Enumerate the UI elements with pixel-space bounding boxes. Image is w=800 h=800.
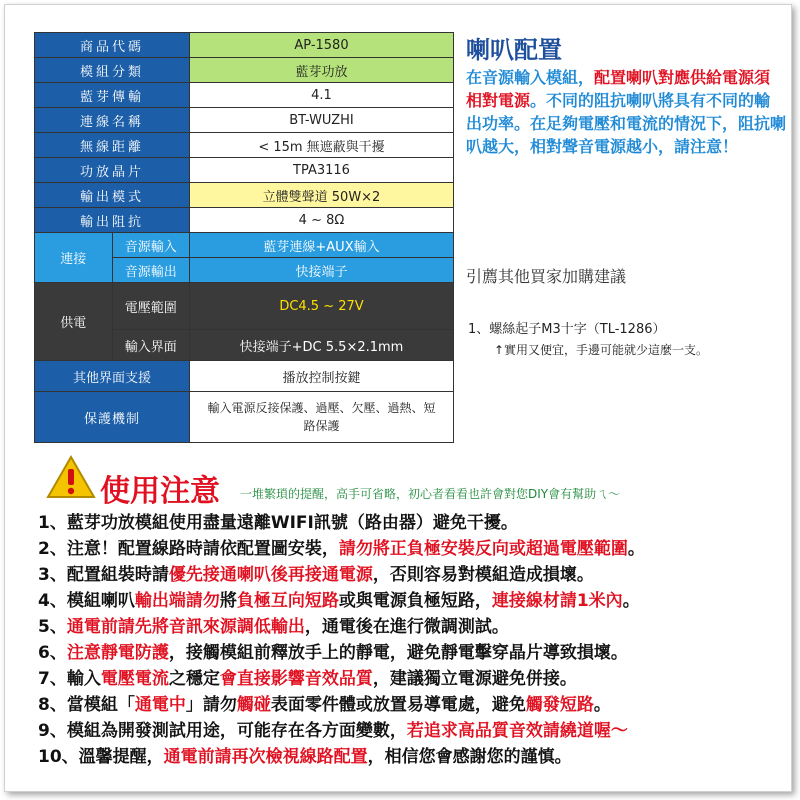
note-highlight: 注意靜電防護 bbox=[66, 643, 169, 663]
note-highlight: 負極互向短路 bbox=[236, 591, 339, 611]
module-type-label: 模組分類 bbox=[35, 58, 190, 83]
note-text: 2、注意！配置線路時請依配置圖安裝， bbox=[38, 539, 339, 559]
spec-table bbox=[34, 32, 454, 443]
note-highlight: 通電中 bbox=[134, 695, 186, 715]
speaker-text-1: 在音源輸入模組， bbox=[466, 68, 595, 87]
note-highlight: 觸發短路 bbox=[525, 695, 594, 715]
impedance-label: 輸出阻抗 bbox=[35, 208, 190, 233]
note-text: 1、藍芽功放模組使用盡量遠離WIFI訊號（路由器）避免干擾。 bbox=[38, 513, 518, 533]
note-text: 10、溫馨提醒， bbox=[38, 747, 164, 767]
protect-label: 保護機制 bbox=[35, 392, 190, 443]
note-highlight: 通電前請先將音訊來源調低輸出 bbox=[66, 617, 305, 637]
other-interface-label: 其他界面支援 bbox=[35, 361, 190, 392]
speaker-description bbox=[466, 66, 786, 158]
bt-name-label: 連線名稱 bbox=[35, 108, 190, 133]
note-text: ，建議獨立電源避免併接。 bbox=[372, 669, 577, 689]
caution-title: 使用注意 bbox=[100, 474, 220, 509]
note-highlight: 電壓電流 bbox=[100, 669, 169, 689]
audio-in-value: 藍芽連線+AUX輸入 bbox=[190, 233, 454, 258]
other-interface-value: 播放控制按鍵 bbox=[190, 361, 454, 392]
audio-out-value: 快接端子 bbox=[190, 258, 454, 283]
caution-subtitle: 一堆繁瑣的提醒，高手可省略，初心者看看也許會對您DIY會有幫助ㄟ～ bbox=[240, 487, 621, 501]
note-text: 將 bbox=[219, 591, 237, 611]
table-row bbox=[35, 133, 454, 158]
note-text: 。 bbox=[593, 695, 611, 715]
note-text: 。 bbox=[622, 591, 640, 611]
bt-version-label: 藍芽傳輸 bbox=[35, 83, 190, 108]
note-item bbox=[38, 588, 790, 614]
speaker-text-3: 。不同的阻抗喇叭將具有不同的輸出功率。在足夠電壓和電流的情況下，阻抗喇叭越大，相對聲音電源越小，請注意！ bbox=[466, 91, 787, 156]
note-text: 8、當模組「 bbox=[38, 695, 135, 715]
note-text: 。 bbox=[627, 539, 645, 559]
note-highlight: 通電前請再次檢視線路配置 bbox=[163, 747, 368, 767]
output-mode-value: 立體雙聲道 50W×2 bbox=[190, 183, 454, 208]
note-item bbox=[38, 692, 790, 718]
recommend-title: 引薦其他買家加購建議 bbox=[466, 267, 627, 286]
bt-version-value: 4.1 bbox=[190, 83, 454, 108]
note-item bbox=[38, 614, 790, 640]
table-row bbox=[35, 108, 454, 133]
table-row bbox=[35, 208, 454, 233]
note-item bbox=[38, 744, 790, 770]
recommend-item: 1、螺絲起子M3十字（TL-1286） bbox=[468, 322, 666, 337]
product-code-value: AP-1580 bbox=[190, 33, 454, 58]
note-highlight: 優先接通喇叭後再接通電源 bbox=[168, 565, 373, 585]
note-item bbox=[38, 562, 790, 588]
note-text: 或與電源負極短路， bbox=[338, 591, 492, 611]
note-text: 表面零件體或放置易導電處，避免 bbox=[270, 695, 526, 715]
note-highlight: 若追求高品質音效請繞道喔～ bbox=[406, 721, 628, 741]
note-text: 9、模組為開發測試用途，可能存在各方面變數， bbox=[38, 721, 407, 741]
power-label: 供電 bbox=[35, 283, 113, 361]
range-value: < 15m 無遮蔽與干擾 bbox=[190, 133, 454, 158]
note-text: 7、輸入 bbox=[38, 669, 101, 689]
note-highlight: 連接線材請1米內 bbox=[491, 591, 623, 611]
note-highlight: 請勿將正負極安裝反向或超過電壓範圍 bbox=[338, 539, 628, 559]
chip-label: 功放晶片 bbox=[35, 158, 190, 183]
table-row bbox=[35, 361, 454, 392]
table-row bbox=[35, 392, 454, 443]
recommend-item-note: ↑實用又便宜，手邊可能就少這麼一支。 bbox=[494, 343, 709, 357]
table-row bbox=[35, 283, 454, 330]
voltage-label: 電壓範圍 bbox=[112, 283, 190, 330]
audio-in-label: 音源輸入 bbox=[112, 233, 190, 258]
module-type-value: 藍芽功放 bbox=[190, 58, 454, 83]
connect-label: 連接 bbox=[35, 233, 113, 283]
note-text: 」請勿 bbox=[185, 695, 237, 715]
table-row bbox=[35, 33, 454, 58]
note-text: 6、 bbox=[38, 643, 67, 663]
note-text: ，通電後在進行微調測試。 bbox=[304, 617, 509, 637]
output-mode-label: 輸出模式 bbox=[35, 183, 190, 208]
note-text: ，相信您會感謝您的謹慎。 bbox=[367, 747, 572, 767]
note-text: ，否則容易對模組造成損壞。 bbox=[372, 565, 594, 585]
impedance-value: 4 ~ 8Ω bbox=[190, 208, 454, 233]
note-text: ，接觸模組前釋放手上的靜電，避免靜電擊穿晶片導致損壞。 bbox=[168, 643, 628, 663]
input-interface-label: 輸入界面 bbox=[112, 330, 190, 361]
note-item bbox=[38, 640, 790, 666]
table-row bbox=[35, 233, 454, 258]
note-item bbox=[38, 718, 790, 744]
speaker-text-2: 配置喇叭對應供給電源須相對電源 bbox=[466, 68, 771, 110]
note-text: 3、配置組裝時請 bbox=[38, 565, 169, 585]
chip-value: TPA3116 bbox=[190, 158, 454, 183]
range-label: 無線距離 bbox=[35, 133, 190, 158]
table-row bbox=[35, 183, 454, 208]
table-row bbox=[35, 83, 454, 108]
note-item bbox=[38, 536, 790, 562]
product-code-label: 商品代碼 bbox=[35, 33, 190, 58]
note-item bbox=[38, 666, 790, 692]
note-text: 4、模組喇叭 bbox=[38, 591, 135, 611]
note-item bbox=[38, 510, 790, 536]
note-highlight: 觸碰 bbox=[236, 695, 271, 715]
table-row bbox=[35, 58, 454, 83]
note-text: 5、 bbox=[38, 617, 67, 637]
table-row bbox=[35, 158, 454, 183]
audio-out-label: 音源輸出 bbox=[112, 258, 190, 283]
input-interface-value: 快接端子+DC 5.5×2.1mm bbox=[190, 330, 454, 361]
speaker-title: 喇叭配置 bbox=[466, 36, 562, 64]
note-highlight: 輸出端請勿 bbox=[134, 591, 220, 611]
notes-list bbox=[38, 510, 790, 770]
note-text: 之穩定 bbox=[168, 669, 220, 689]
warning-triangle-icon bbox=[46, 455, 96, 503]
note-highlight: 會直接影響音效品質 bbox=[219, 669, 373, 689]
bt-name-value: BT-WUZHI bbox=[190, 108, 454, 133]
protect-value: 輸入電源反接保護、過壓、欠壓、過熱、短路保護 bbox=[190, 392, 454, 443]
voltage-value: DC4.5 ~ 27V bbox=[190, 283, 454, 330]
